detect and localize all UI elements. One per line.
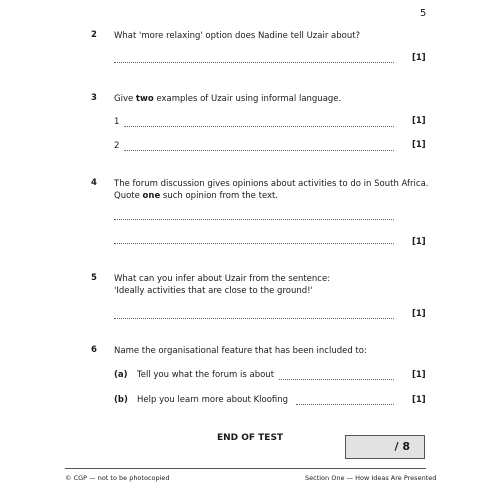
sub-item-a-label: (a) — [114, 370, 128, 380]
answer-line[interactable] — [296, 404, 394, 405]
question-text-line-2: Quote one such opinion from the text. — [114, 191, 279, 201]
answer-line[interactable] — [124, 126, 394, 127]
footer-divider — [65, 468, 426, 469]
question-text-line-1: What can you infer about Uzair from the sentence: — [114, 274, 331, 284]
question-number: 6 — [91, 345, 97, 355]
question-text — [114, 178, 428, 202]
mark-allocation: [1] — [412, 370, 426, 380]
question-number: 4 — [91, 178, 97, 188]
question-text-rest: examples of Uzair using informal language. — [153, 94, 342, 104]
mark-allocation: [1] — [412, 116, 426, 126]
question-text-emphasis: two — [135, 94, 154, 104]
answer-line[interactable] — [124, 150, 394, 151]
question-text: Name the organisational feature that has been included to: — [114, 346, 367, 356]
answer-line[interactable] — [114, 243, 394, 244]
question-text — [114, 93, 341, 105]
mark-allocation: [1] — [412, 53, 426, 63]
mark-allocation: [1] — [412, 140, 426, 150]
question-text-lead: Give — [114, 94, 136, 104]
question-text-line-1: The forum discussion gives opinions about activities to do in South Africa. — [114, 179, 429, 189]
question-number: 2 — [91, 30, 97, 40]
answer-line[interactable] — [279, 379, 394, 380]
question-text-emphasis: one — [142, 191, 161, 201]
sub-item-a-text: Tell you what the forum is about — [137, 370, 275, 380]
sub-item-1-number: 1 — [114, 117, 120, 127]
mark-allocation: [1] — [412, 309, 426, 319]
question-text-line-2: 'Ideally activities that are close to the ground!' — [114, 286, 313, 296]
score-total-box: / 8 — [345, 435, 425, 459]
sub-item-b-text: Help you learn more about Kloofing — [137, 395, 289, 405]
question-number: 5 — [91, 273, 97, 283]
question-text: What 'more relaxing' option does Nadine tell Uzair about? — [114, 31, 361, 41]
mark-allocation: [1] — [412, 237, 426, 247]
sub-item-b-label: (b) — [114, 395, 128, 405]
answer-line[interactable] — [114, 62, 394, 63]
end-of-test-heading: END OF TEST — [216, 433, 284, 443]
sub-item-2-number: 2 — [114, 141, 120, 151]
mark-allocation: [1] — [412, 395, 426, 405]
question-text — [114, 273, 330, 297]
question-number: 3 — [91, 93, 97, 103]
answer-line[interactable] — [114, 219, 394, 220]
answer-line[interactable] — [114, 318, 394, 319]
footer-copyright: © CGP — not to be photocopied — [65, 474, 170, 482]
page-number: 5 — [420, 8, 427, 19]
footer-section-title: Section One — How Ideas Are Presented — [305, 474, 437, 482]
